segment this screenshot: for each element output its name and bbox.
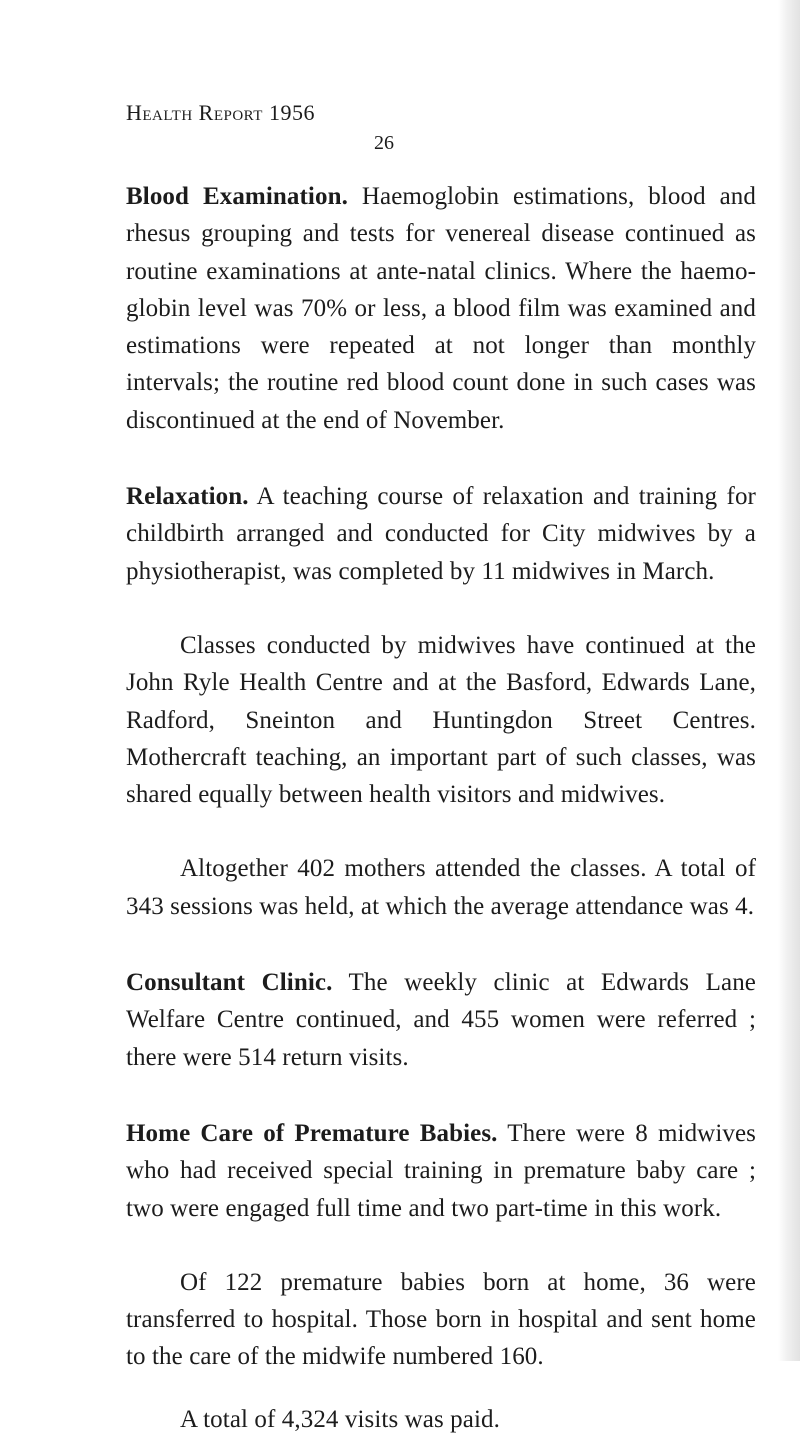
section-text: There were 8 midwives who had received special training in premature baby care ; two were engaged full time and two part-time in this work.	[126, 1119, 756, 1222]
page-number: 26	[374, 132, 394, 154]
section-heading: Home Care of Premature Babies.	[126, 1119, 498, 1147]
report-body	[126, 178, 756, 1438]
section-blood-examination	[126, 178, 756, 439]
page-edge-shadow	[778, 0, 800, 1361]
section-text: Haemoglobin estimations, blood and rhesus grouping and tests for venereal disease continued as routine examinations at ante-natal clinics. Where the haemo-globin level was 70% or less, a blood film was examined and estimations were repeated at not longer than monthly intervals; the routine red blood count done in such cases was discontinued at the end of November.	[126, 183, 757, 434]
paragraph: Classes conducted by midwives have continued at the John Ryle Health Centre and at the Basford, Edwards Lane, Radford, Sneinton and Huntingdon Street Centres. Mothercraft teaching, an important part of such classes, was shared equally between health visitors and midwives.	[126, 631, 756, 809]
section-heading: Relaxation.	[126, 483, 249, 511]
section-text: A teaching course of relaxation and training for childbirth arranged and conducted for City midwives by a physiotherapist, was completed by 11 midwives in March.	[126, 483, 756, 585]
paragraph: Altogether 402 mothers attended the classes. A total of 343 sessions was held, at which the average attendance was 4.	[126, 855, 756, 920]
section-heading: Blood Examination.	[126, 183, 348, 210]
section-relaxation	[126, 478, 756, 590]
paragraph: A total of 4,324 visits was paid.	[180, 1405, 500, 1433]
section-home-care-premature-babies	[126, 1115, 756, 1227]
report-header: Health Report 1956	[126, 100, 315, 125]
section-consultant-clinic	[126, 964, 756, 1076]
section-heading: Consultant Clinic.	[126, 969, 333, 997]
section-text: The weekly clinic at Edwards Lane Welfare Centre continued, and 455 women were referred ; there were 514 return visits.	[126, 969, 756, 1071]
paragraph: Of 122 premature babies born at home, 36 were transferred to hospital. Those born in hospital and sent home to the care of the midwife numbered 160.	[126, 1268, 756, 1371]
